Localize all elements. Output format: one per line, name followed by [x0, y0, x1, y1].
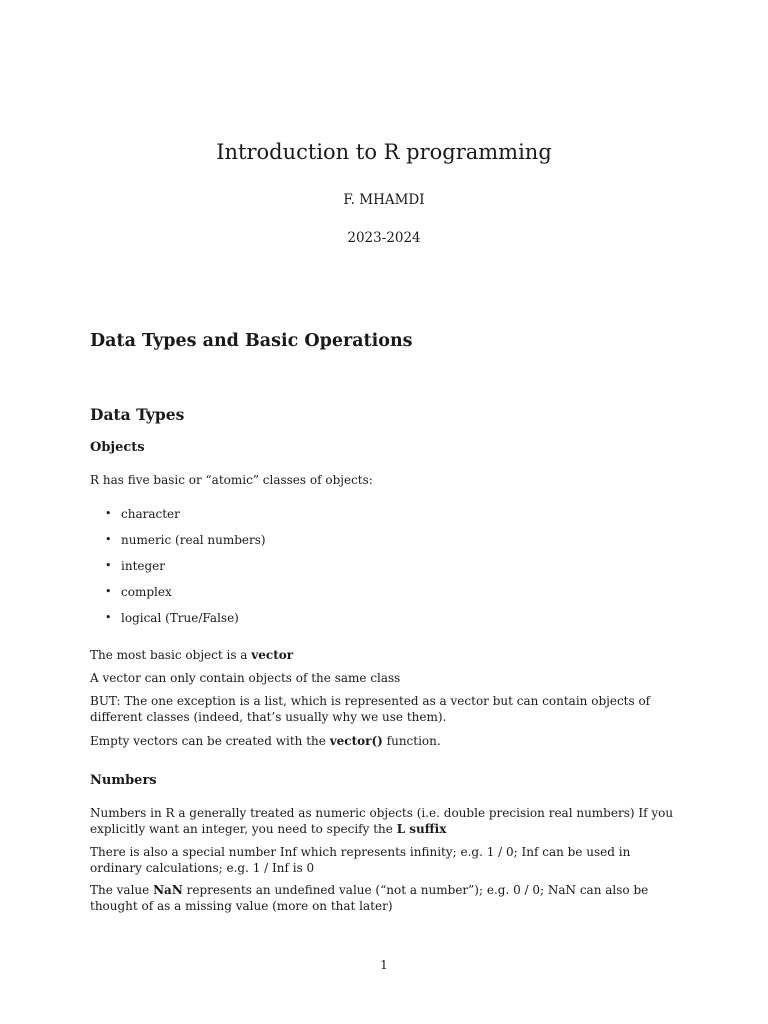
exception-paragraph: BUT: The one exception is a list, which is represented as a vector but can contain objects of different classes (indeed, that’s usually why we use them).: [90, 694, 651, 724]
vector-paragraph: [90, 647, 680, 663]
vector-prefix-text: The most basic object is a: [90, 648, 252, 662]
empty-suffix-text: function.: [382, 734, 441, 748]
same-class-paragraph: A vector can only contain objects of the same class: [90, 671, 401, 685]
objects-intro: R has five basic or “atomic” classes of objects:: [90, 473, 373, 487]
numbers-heading: Numbers: [90, 773, 157, 788]
document-date: 2023-2024: [347, 230, 421, 246]
section-heading: Data Types and Basic Operations: [90, 331, 413, 351]
list-item: • integer: [90, 558, 266, 584]
numbers-paragraph-2: There is also a special number Inf which represents infinity; e.g. 1 / 0; Inf can be used in ordinary calculations; e.g. 1 / Inf is 0: [90, 845, 631, 875]
objects-heading: Objects: [90, 440, 145, 455]
vector-bold-term: vector: [251, 648, 294, 662]
list-item: • numeric (real numbers): [90, 532, 266, 558]
nan-prefix-text: The value: [90, 883, 154, 897]
numbers-paragraph-1: [90, 805, 680, 837]
numbers-p1-text: Numbers in R a generally treated as numeric objects (i.e. double precision real numbers) If you explicitly want an integer, you need to specify the: [90, 806, 674, 836]
list-item: • character: [90, 506, 266, 532]
l-suffix-term: L suffix: [396, 822, 447, 836]
document-title: Introduction to R programming: [216, 140, 552, 164]
nan-suffix-text: represents an undefined value (“not a number”); e.g. 0 / 0; NaN can also be thought of as a missing value (more on that later): [90, 883, 649, 913]
empty-prefix-text: Empty vectors can be created with the: [90, 734, 330, 748]
atomic-classes-list: [90, 506, 266, 636]
vector-function-term: vector(): [329, 734, 383, 748]
empty-vector-paragraph: [90, 733, 680, 749]
document-author: F. MHAMDI: [343, 192, 425, 208]
subsection-heading: Data Types: [90, 405, 185, 424]
list-item: • complex: [90, 584, 266, 610]
page-number: 1: [380, 958, 388, 972]
nan-term: NaN: [153, 883, 183, 897]
numbers-paragraph-3: [90, 882, 680, 914]
list-item: • logical (True/False): [90, 610, 266, 636]
